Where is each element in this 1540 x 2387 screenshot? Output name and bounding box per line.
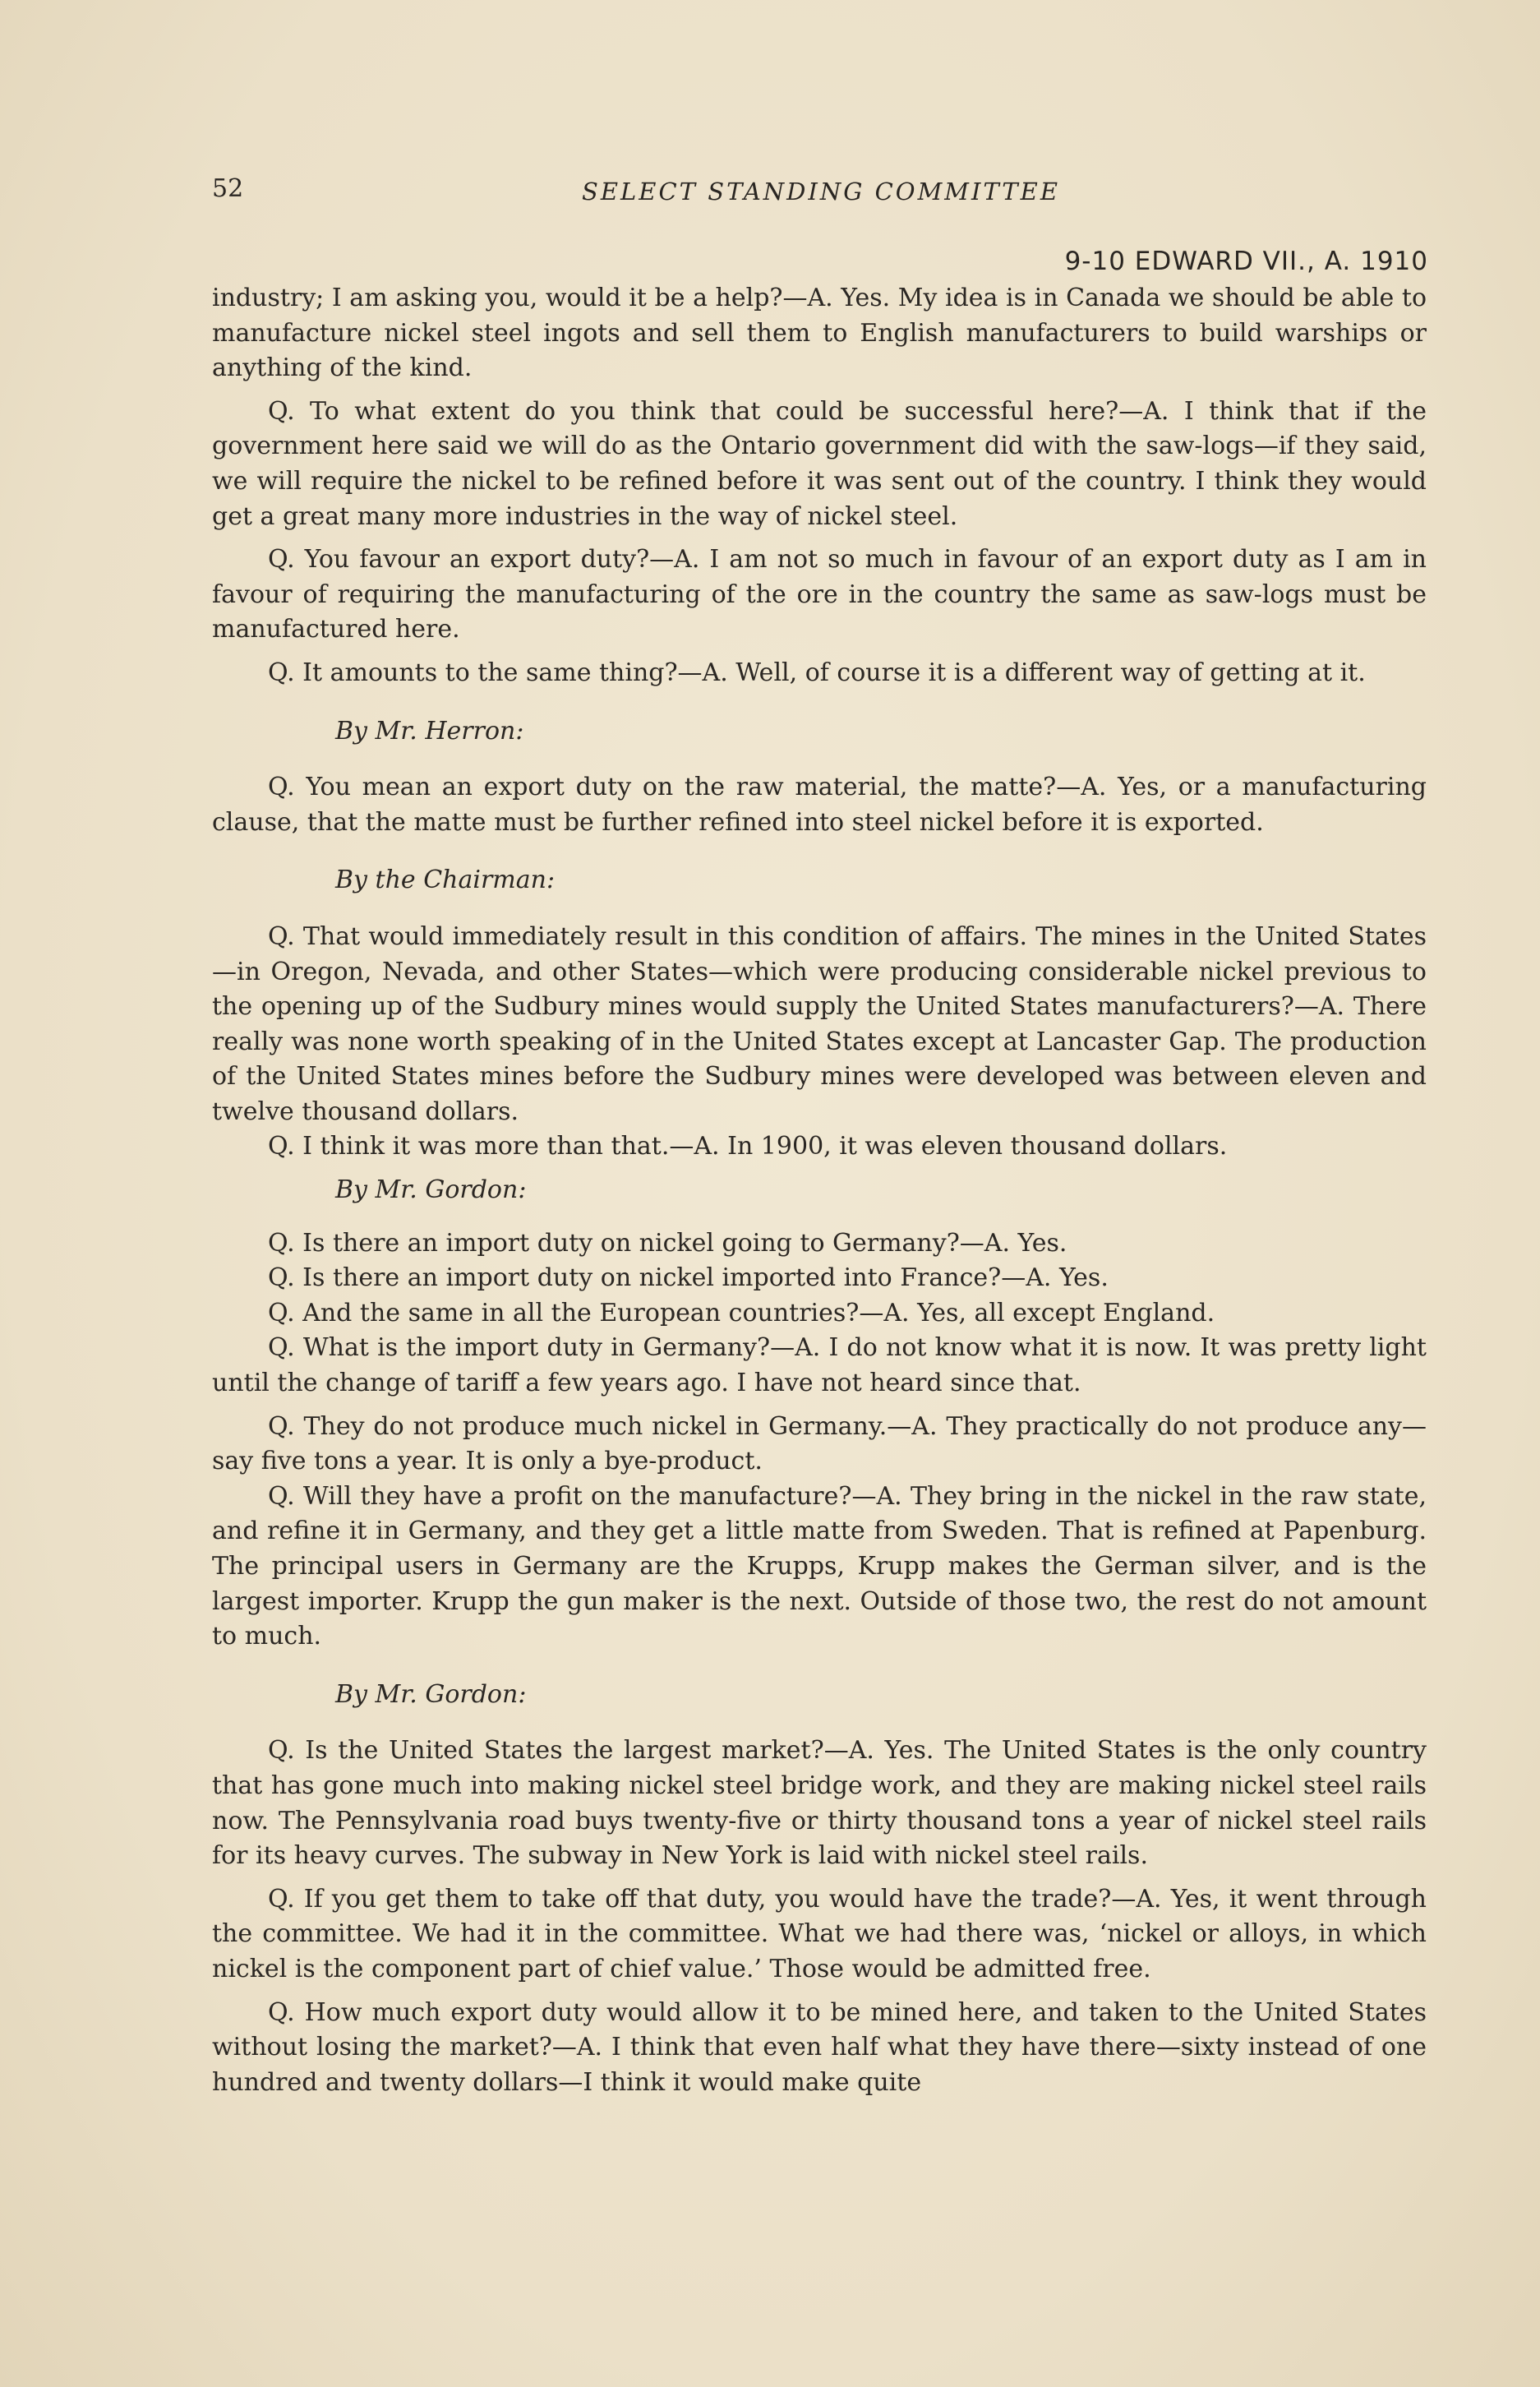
paragraph: Q. Is there an import duty on nickel imported into France?—A. Yes.: [268, 1263, 1109, 1293]
paragraph: Q. You mean an export duty on the raw material, the matte?—A. Yes, or a manufacturing clause, that the matte must be further refined into steel nickel before it is exported.: [212, 773, 1427, 837]
paragraph: Q. How much export duty would allow it to be mined here, and taken to the United States without losing the market?—A. I think that even half what they have there—sixty instead of one hundred and twenty dollars—I think it would make quite: [212, 1997, 1427, 2097]
paragraph: Q. It amounts to the same thing?—A. Well, of course it is a different way of getting at it.: [268, 658, 1366, 687]
paragraph: Q. Is there an import duty on nickel going to Germany?—A. Yes.: [268, 1228, 1067, 1258]
edition-line: 9-10 EDWARD VII., A. 1910: [1064, 247, 1428, 276]
paragraph: Q. You favour an export duty?—A. I am not so much in favour of an export duty as I am in favour of requiring the manufacturing of the ore in the country the same as saw-logs must be manufactured here.: [212, 545, 1427, 644]
body-text: [212, 281, 1427, 2100]
speaker-heading: By the Chairman:: [335, 866, 556, 895]
paragraph: Q. They do not produce much nickel in Germany.—A. They practically do not produce any—say five tons a year. It is only a bye-product.: [212, 1411, 1427, 1476]
speaker-heading: By Mr. Gordon:: [335, 1175, 527, 1205]
paragraph: Q. I think it was more than that.—A. In 1900, it was eleven thousand dollars.: [268, 1132, 1228, 1161]
page-header: [212, 174, 1428, 276]
paragraph: Q. And the same in all the European countries?—A. Yes, all except England.: [268, 1298, 1215, 1327]
paragraph: Q. Will they have a profit on the manufacture?—A. They bring in the nickel in the raw state, and refine it in Germany, and they get a little matte from Sweden. That is refined at Papenburg. The principal users in Germany are the Krupps, Krupp makes the German silver, and is the largest importer. Krupp the gun maker is the next. Outside of those two, the rest do not amount to much.: [212, 1481, 1427, 1651]
paragraph: Q. Is the United States the largest market?—A. Yes. The United States is the only country that has gone much into making nickel steel bridge work, and they are making nickel steel rails now. The Pennsylvania road buys twenty-five or thirty thousand tons a year of nickel steel rails for its heavy curves. The subway in New York is laid with nickel steel rails.: [212, 1736, 1427, 1871]
paragraph: Q. To what extent do you think that could be successful here?—A. I think that if the government here said we will do as the Ontario government did with the saw-logs—if they said, we will require the nickel to be refined before it was sent out of the country. I think they would get a great many more industries in the way of nickel steel.: [212, 396, 1427, 531]
running-head: SELECT STANDING COMMITTEE: [582, 178, 1060, 205]
paragraph: Q. What is the import duty in Germany?—A. I do not know what it is now. It was pretty light until the change of tariff a few years ago. I have not heard since that.: [212, 1333, 1427, 1398]
paragraph-continuation: industry; I am asking you, would it be a help?—A. Yes. My idea is in Canada we should be able to manufacture nickel steel ingots and sell them to English manufacturers to build warships or anything of the kind.: [212, 284, 1427, 383]
page-number: 52: [212, 174, 244, 203]
speaker-heading: By Mr. Herron:: [335, 716, 524, 746]
paragraph: Q. That would immediately result in this condition of affairs. The mines in the United States—in Oregon, Nevada, and other States—which were producing considerable nickel previous to the opening up of the Sudbury mines would supply the United States manufacturers?—A. There really was none worth speaking of in the United States except at Lancaster Gap. The production of the United States mines before the Sudbury mines were developed was between eleven and twelve thousand dollars.: [212, 921, 1427, 1126]
paragraph: Q. If you get them to take off that duty, you would have the trade?—A. Yes, it went through the committee. We had it in the committee. What we had there was, ‘nickel or alloys, in which nickel is the component part of chief value.’ Those would be admitted free.: [212, 1884, 1427, 1983]
speaker-heading: By Mr. Gordon:: [335, 1679, 527, 1709]
